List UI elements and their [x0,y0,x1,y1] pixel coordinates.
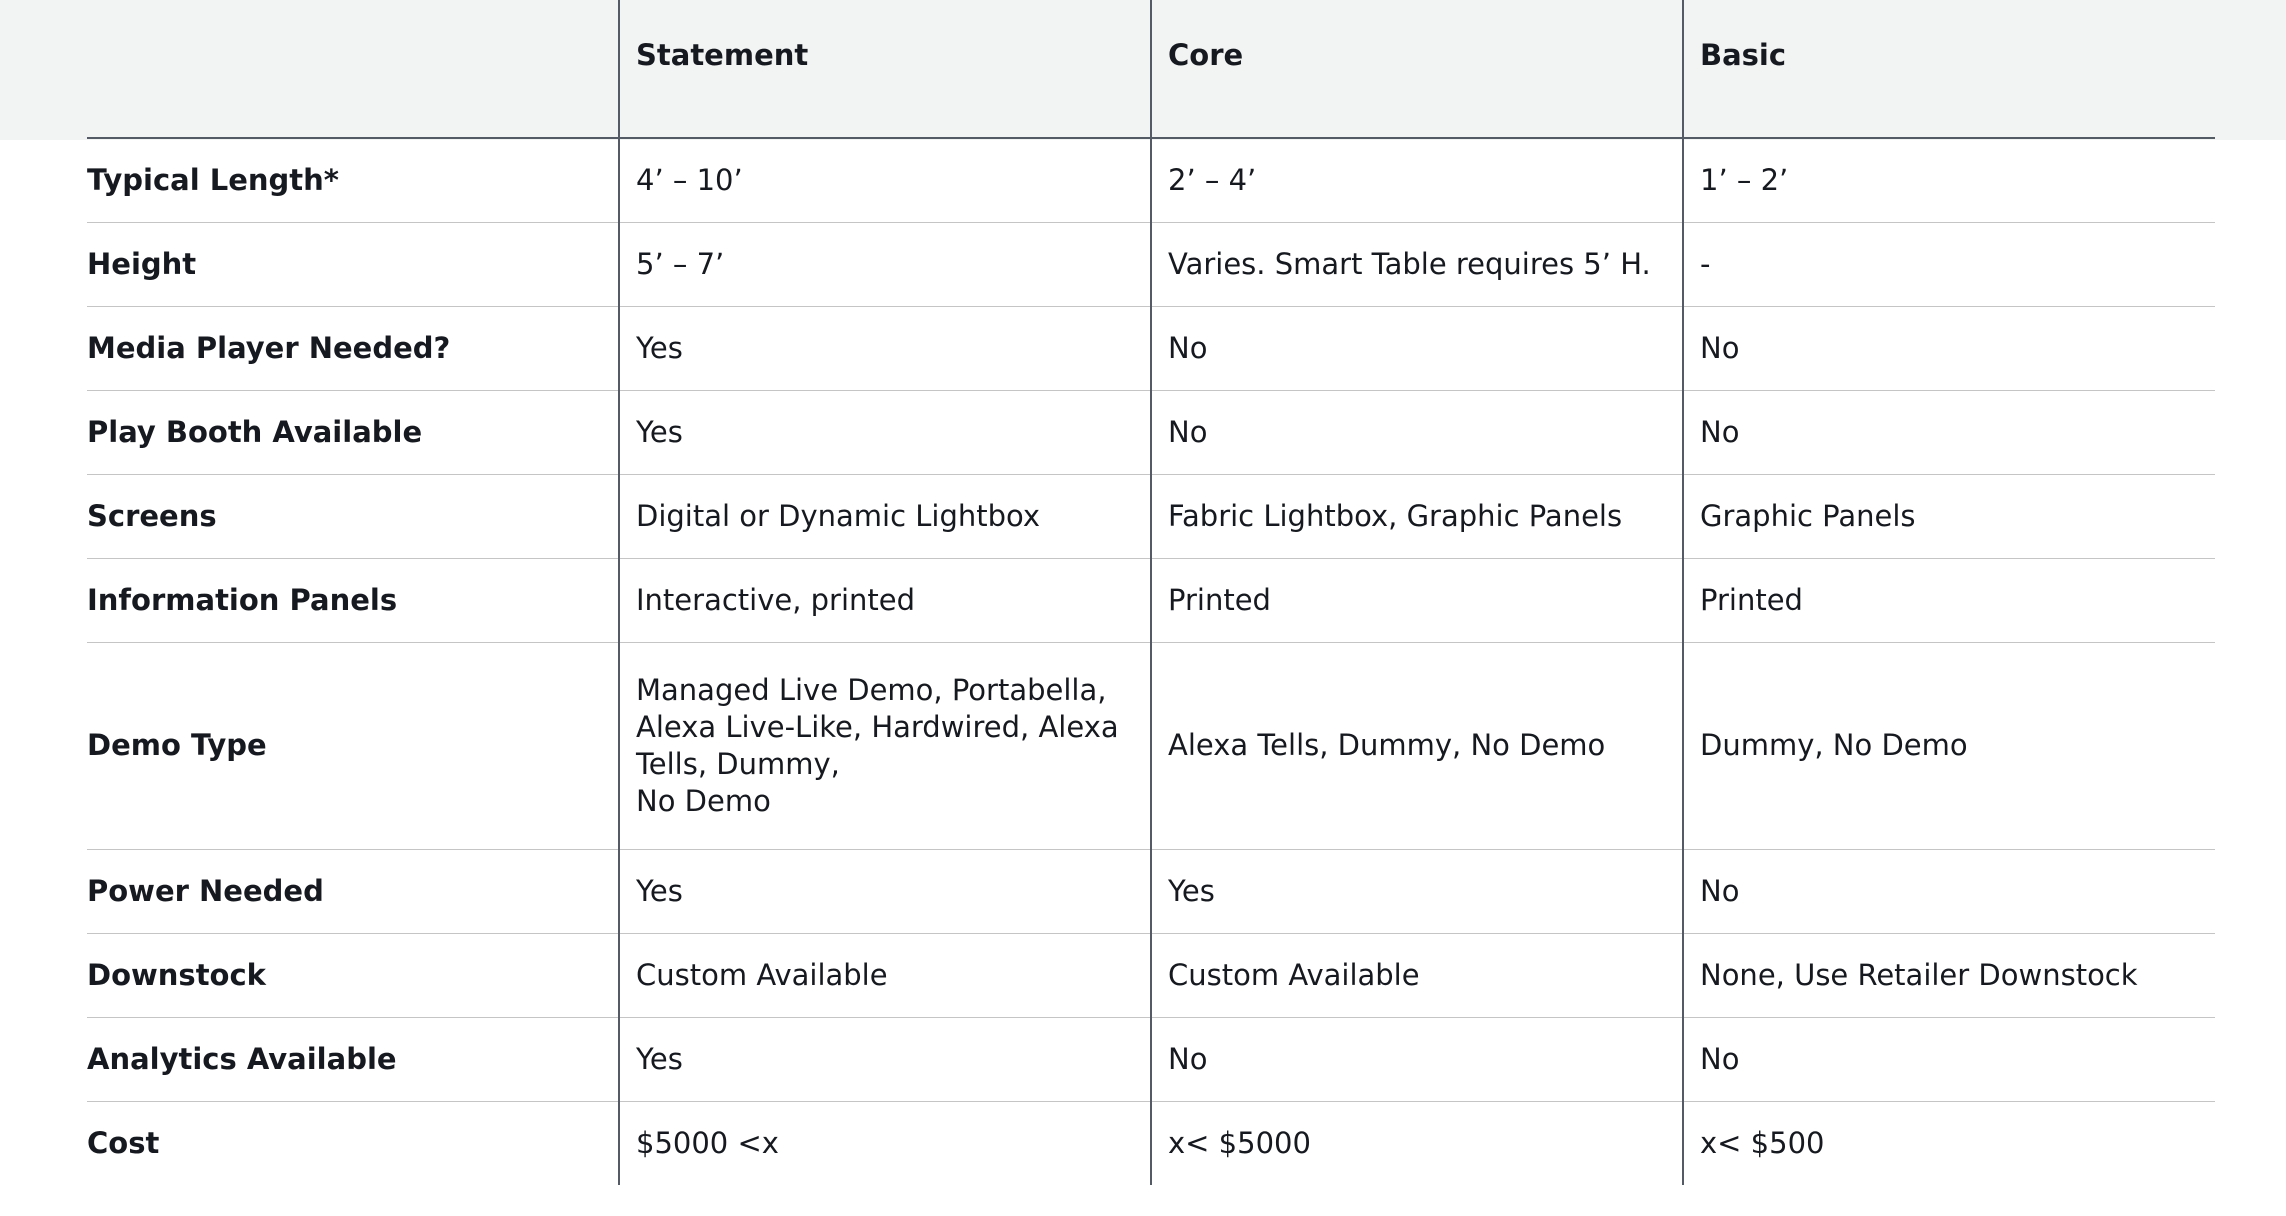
row-label: Screens [87,474,619,558]
cell-core: Alexa Tells, Dummy, No Demo [1151,642,1683,849]
table-row [87,1101,2215,1185]
cell-core: Fabric Lightbox, Graphic Panels [1151,474,1683,558]
row-label: Downstock [87,933,619,1017]
cell-basic: Printed [1683,558,2215,642]
header-statement: Statement [619,0,1151,138]
cell-core: No [1151,1017,1683,1101]
header-core: Core [1151,0,1683,138]
cell-statement: Yes [619,306,1151,390]
cell-core: No [1151,306,1683,390]
cell-core: No [1151,390,1683,474]
cell-core: x< $5000 [1151,1101,1683,1185]
cell-statement: Digital or Dynamic Lightbox [619,474,1151,558]
table-row [87,849,2215,933]
cell-statement: 4’ – 10’ [619,138,1151,222]
cell-statement: Custom Available [619,933,1151,1017]
cell-statement: Managed Live Demo, Portabella, Alexa Live-Like, Hardwired, Alexa Tells, Dummy, No Demo [619,642,1151,849]
cell-basic: 1’ – 2’ [1683,138,2215,222]
cell-statement: Interactive, printed [619,558,1151,642]
cell-core: Custom Available [1151,933,1683,1017]
table-row [87,306,2215,390]
table-row [87,138,2215,222]
table-row [87,222,2215,306]
table-row [87,390,2215,474]
cell-basic: No [1683,1017,2215,1101]
cell-core: Varies. Smart Table requires 5’ H. [1151,222,1683,306]
header-blank [87,0,619,138]
cell-basic: Dummy, No Demo [1683,642,2215,849]
cell-core: Printed [1151,558,1683,642]
cell-statement: Yes [619,390,1151,474]
comparison-table-container [87,0,2215,1185]
table-header-row [87,0,2215,138]
cell-basic: No [1683,306,2215,390]
row-label: Demo Type [87,642,619,849]
header-basic: Basic [1683,0,2215,138]
cell-basic: None, Use Retailer Downstock [1683,933,2215,1017]
row-label: Analytics Available [87,1017,619,1101]
cell-basic: No [1683,849,2215,933]
cell-statement: Yes [619,1017,1151,1101]
cell-statement: Yes [619,849,1151,933]
row-label: Height [87,222,619,306]
cell-core: 2’ – 4’ [1151,138,1683,222]
row-label: Play Booth Available [87,390,619,474]
cell-statement: 5’ – 7’ [619,222,1151,306]
table-row [87,558,2215,642]
row-label: Typical Length* [87,138,619,222]
cell-basic: No [1683,390,2215,474]
table-row [87,642,2215,849]
cell-basic: x< $500 [1683,1101,2215,1185]
cell-basic: Graphic Panels [1683,474,2215,558]
cell-statement: $5000 <x [619,1101,1151,1185]
cell-core: Yes [1151,849,1683,933]
row-label: Media Player Needed? [87,306,619,390]
table-row [87,933,2215,1017]
row-label: Information Panels [87,558,619,642]
row-label: Cost [87,1125,160,1160]
cell-basic: - [1683,222,2215,306]
table-row [87,474,2215,558]
row-label: Power Needed [87,849,619,933]
table-row [87,1017,2215,1101]
comparison-table [87,0,2215,1185]
